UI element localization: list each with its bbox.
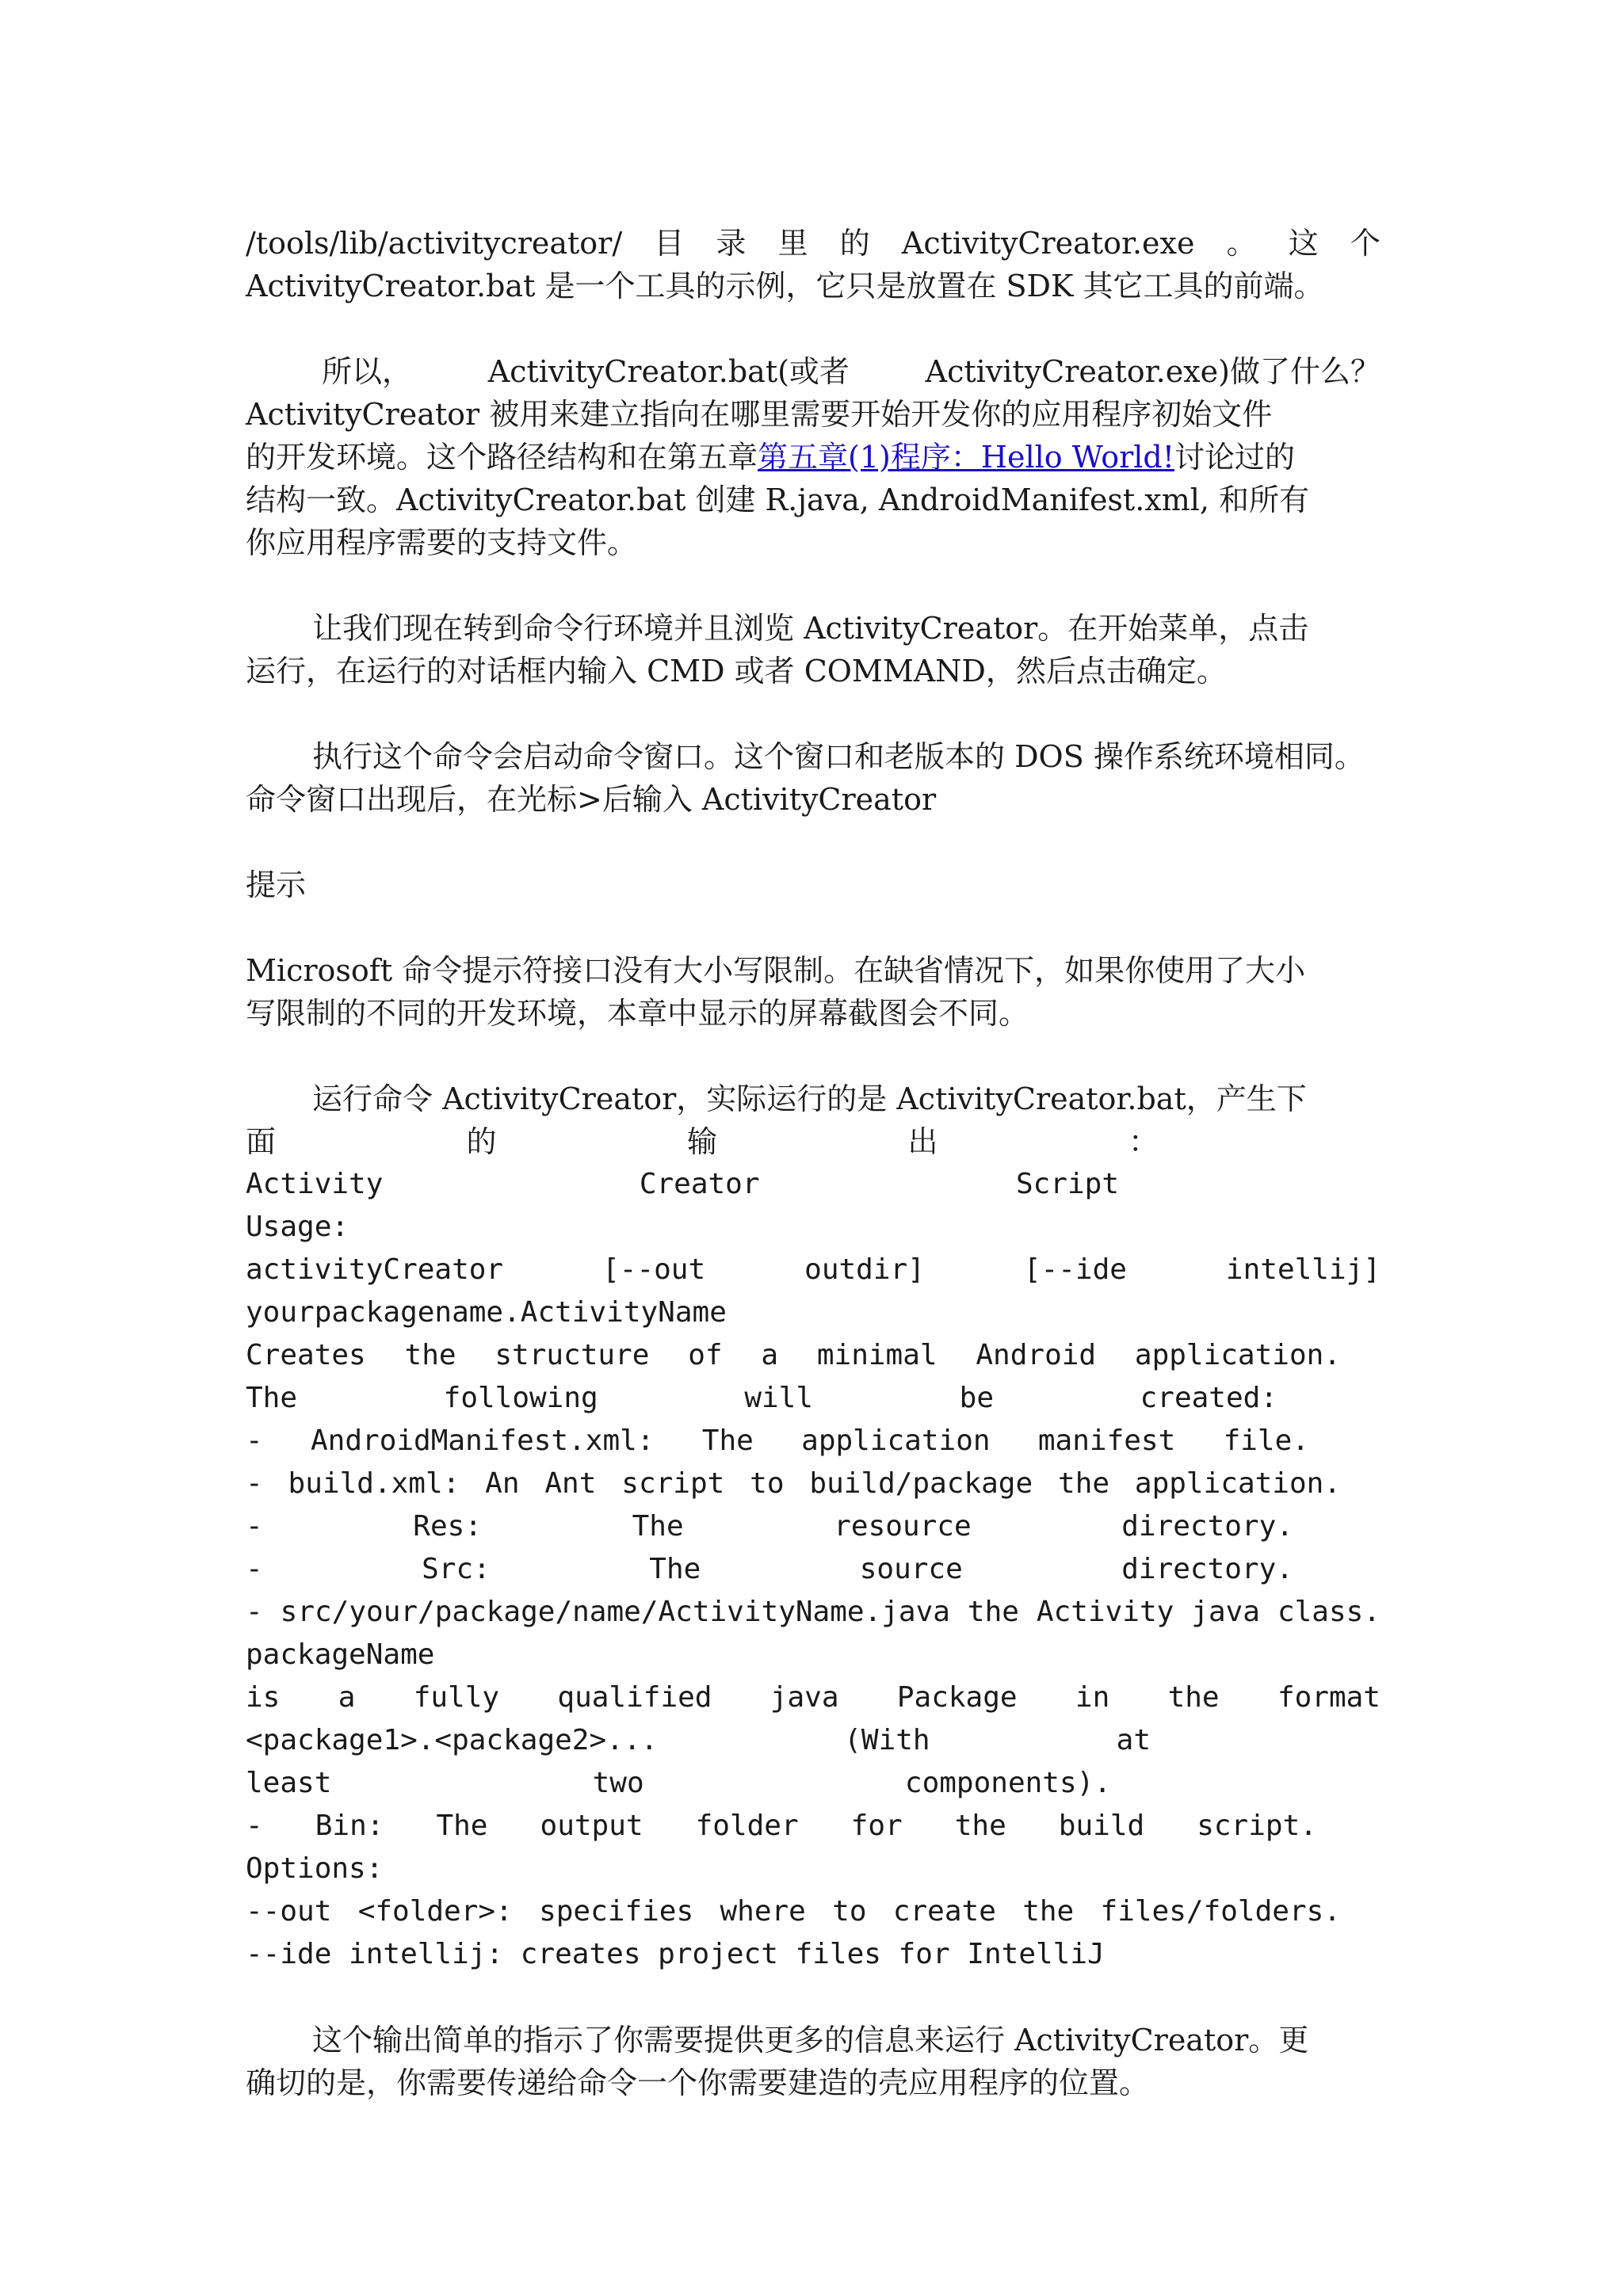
text-word: 输 — [686, 1124, 717, 1159]
output-word: a — [761, 1339, 779, 1371]
output-word: - — [246, 1810, 263, 1842]
text-line: 运行，在运行的对话框内输入 CMD 或者 COMMAND，然后点击确定。 — [246, 654, 1227, 688]
text-word: ActivityCreator.exe)做了什么？ — [925, 354, 1381, 389]
output-word: least — [246, 1767, 332, 1799]
output-word: be — [959, 1382, 994, 1414]
chapter-five-link[interactable]: 第五章(1)程序：Hello World! — [758, 440, 1175, 475]
paragraph-activitycreator-path — [246, 222, 1381, 307]
output-word: intellij] — [1225, 1253, 1381, 1286]
output-line — [246, 1334, 1381, 1377]
paragraph-run-command — [246, 1077, 1381, 1163]
text-word: ActivityCreator.bat(或者 — [487, 354, 850, 389]
output-word: Android — [976, 1339, 1097, 1371]
output-word: - — [246, 1510, 263, 1543]
output-word: <package1>.<package2>... — [246, 1724, 659, 1756]
output-word: The — [649, 1553, 701, 1585]
text-line — [246, 436, 1381, 479]
output-word: outdir] — [804, 1253, 925, 1286]
output-word: <folder>: — [357, 1895, 513, 1928]
text-line: ActivityCreator 被用来建立指向在哪里需要开始开发你的应用程序初始文件 — [246, 397, 1273, 432]
output-line — [246, 1890, 1381, 1933]
output-word: fully — [413, 1681, 500, 1714]
output-word: java — [769, 1681, 839, 1714]
text-line: ActivityCreator.bat 是一个工具的示例，它只是放置在 SDK 其它工具的前端。 — [246, 269, 1324, 303]
output-line — [246, 1463, 1381, 1505]
text-line: 命令窗口出现后，在光标>后输入 ActivityCreator — [246, 782, 937, 817]
output-word: --out — [246, 1895, 332, 1928]
text-line: 运行命令 ActivityCreator，实际运行的是 ActivityCreator.bat，产生下 — [312, 1081, 1307, 1116]
output-word: directory. — [1121, 1510, 1293, 1543]
output-line — [246, 1505, 1381, 1548]
paragraph-output-explanation — [246, 2019, 1381, 2104]
output-word: Src: — [422, 1553, 491, 1585]
output-word: the — [1022, 1895, 1075, 1928]
output-word: application. — [1134, 1467, 1341, 1500]
text-word: 目 — [654, 226, 685, 261]
output-word: is — [246, 1681, 281, 1714]
output-word: format — [1277, 1681, 1381, 1714]
text-span: 的开发环境。这个路径结构和在第五章 — [246, 440, 758, 475]
output-word: - — [246, 1553, 263, 1585]
output-word: created: — [1140, 1382, 1277, 1414]
output-word: - — [246, 1425, 263, 1457]
output-word: minimal — [816, 1339, 938, 1371]
output-line — [246, 1163, 1381, 1206]
text-line: 结构一致。ActivityCreator.bat 创建 R.java, AndroidManifest.xml, 和所有 — [246, 482, 1310, 517]
output-line — [246, 1420, 1381, 1463]
output-word: Activity — [1036, 1596, 1174, 1628]
output-word: create — [892, 1895, 996, 1928]
tip-body — [246, 949, 1381, 1035]
output-word: structure — [495, 1339, 650, 1371]
output-word: script — [621, 1467, 725, 1500]
text-word: /tools/lib/activitycreator/ — [246, 226, 623, 261]
output-word: of — [688, 1339, 723, 1371]
output-line — [246, 1249, 1381, 1291]
output-word: Res: — [413, 1510, 482, 1543]
output-word: - — [246, 1596, 263, 1628]
output-word: java — [1191, 1596, 1260, 1628]
text-word: 出 — [907, 1124, 938, 1159]
output-line: Options: — [246, 1852, 384, 1885]
text-word: 面 — [246, 1124, 277, 1159]
output-word: specifies — [539, 1895, 694, 1928]
output-word: manifest — [1037, 1425, 1176, 1457]
output-word: in — [1075, 1681, 1110, 1714]
output-word: Bin: — [315, 1810, 384, 1842]
output-word: The — [701, 1425, 754, 1457]
output-line: packageName — [246, 1638, 435, 1671]
output-word: the — [1058, 1467, 1110, 1500]
output-word: source — [859, 1553, 963, 1585]
text-line: 这个输出简单的指示了你需要提供更多的信息来运行 ActivityCreator。更 — [312, 2023, 1309, 2058]
output-word: The — [632, 1510, 684, 1543]
output-word: Creator — [639, 1168, 760, 1200]
text-word: 这 — [1288, 226, 1319, 261]
paragraph-what-it-does — [246, 350, 1381, 564]
output-word: AndroidManifest.xml: — [311, 1425, 655, 1457]
tip-heading: 提示 — [246, 868, 307, 902]
output-word: to — [750, 1467, 785, 1500]
text-word: 录 — [716, 226, 747, 261]
output-word: the — [954, 1810, 1006, 1842]
output-word: activityCreator — [246, 1253, 504, 1286]
output-word: to — [832, 1895, 867, 1928]
output-word: build/package — [809, 1467, 1033, 1500]
output-line — [246, 1591, 1381, 1634]
text-line: 执行这个命令会启动命令窗口。这个窗口和老版本的 DOS 操作系统环境相同。 — [312, 739, 1365, 774]
text-line — [246, 1120, 1381, 1163]
output-line: yourpackagename.ActivityName — [246, 1296, 727, 1329]
output-word: application — [801, 1425, 991, 1457]
text-word: 。 — [1226, 226, 1257, 261]
output-word: the — [967, 1596, 1019, 1628]
text-line: 写限制的不同的开发环境，本章中显示的屏幕截图会不同。 — [246, 996, 1029, 1031]
text-word: 所以， — [322, 354, 413, 389]
output-line: --ide intellij: creates project files for IntelliJ — [246, 1938, 1105, 1970]
output-word: file. — [1223, 1425, 1309, 1457]
output-word: a — [338, 1681, 356, 1714]
output-word: The — [436, 1810, 488, 1842]
document-body — [246, 222, 1381, 2104]
text-word: ： — [1128, 1124, 1159, 1159]
text-word: 里 — [777, 226, 808, 261]
output-word: Script — [1015, 1168, 1119, 1200]
output-word: directory. — [1121, 1553, 1293, 1585]
output-word: script. — [1197, 1810, 1317, 1842]
output-word: (With — [844, 1724, 930, 1756]
output-word: resource — [834, 1510, 972, 1543]
output-word: Package — [896, 1681, 1018, 1714]
output-line — [246, 1805, 1381, 1848]
text-word: 个 — [1350, 226, 1381, 261]
output-word: build.xml: — [288, 1467, 460, 1500]
output-word: will — [744, 1382, 814, 1414]
output-word: output — [540, 1810, 643, 1842]
output-line — [246, 1377, 1381, 1420]
text-line: 确切的是，你需要传递给命令一个你需要建造的壳应用程序的位置。 — [246, 2065, 1150, 2100]
command-output — [246, 1163, 1381, 1976]
output-word: files/folders. — [1100, 1895, 1341, 1928]
paragraph-command-window — [246, 735, 1381, 821]
text-line: 让我们现在转到命令行环境并且浏览 ActivityCreator。在开始菜单，点击 — [312, 611, 1309, 646]
output-word: folder — [695, 1810, 799, 1842]
output-line — [246, 1762, 1381, 1805]
output-word: the — [1167, 1681, 1220, 1714]
text-line — [246, 350, 1381, 393]
output-word: Creates — [246, 1339, 366, 1371]
output-word: at — [1116, 1724, 1151, 1756]
output-word: An — [485, 1467, 520, 1500]
text-span: 讨论过的 — [1174, 440, 1296, 475]
output-line — [246, 1676, 1381, 1719]
output-word: - — [246, 1467, 263, 1500]
text-line: Microsoft 命令提示符接口没有大小写限制。在缺省情况下，如果你使用了大小 — [246, 953, 1306, 988]
output-word: where — [720, 1895, 806, 1928]
text-word: 的 — [839, 226, 870, 261]
output-word: two — [592, 1767, 644, 1799]
output-word: qualified — [557, 1681, 712, 1714]
output-line — [246, 1548, 1381, 1591]
output-word: src/your/package/name/ActivityName.java — [280, 1596, 950, 1628]
output-word: [--out — [602, 1253, 706, 1286]
output-word: application. — [1134, 1339, 1341, 1371]
output-line: Usage: — [246, 1211, 349, 1243]
text-line — [246, 222, 1381, 265]
output-word: The — [246, 1382, 298, 1414]
output-word: [--ide — [1023, 1253, 1127, 1286]
output-word: class. — [1277, 1596, 1381, 1628]
output-word: Ant — [544, 1467, 597, 1500]
output-word: following — [443, 1382, 598, 1414]
text-word: 的 — [466, 1124, 497, 1159]
paragraph-open-command-line — [246, 607, 1381, 692]
output-word: the — [404, 1339, 456, 1371]
output-word: for — [850, 1810, 903, 1842]
text-line: 你应用程序需要的支持文件。 — [246, 525, 638, 560]
output-word: Activity — [246, 1168, 384, 1200]
output-line — [246, 1719, 1381, 1762]
text-word: ActivityCreator.exe — [901, 226, 1195, 261]
output-word: components). — [904, 1767, 1111, 1799]
output-word: build — [1058, 1810, 1145, 1842]
